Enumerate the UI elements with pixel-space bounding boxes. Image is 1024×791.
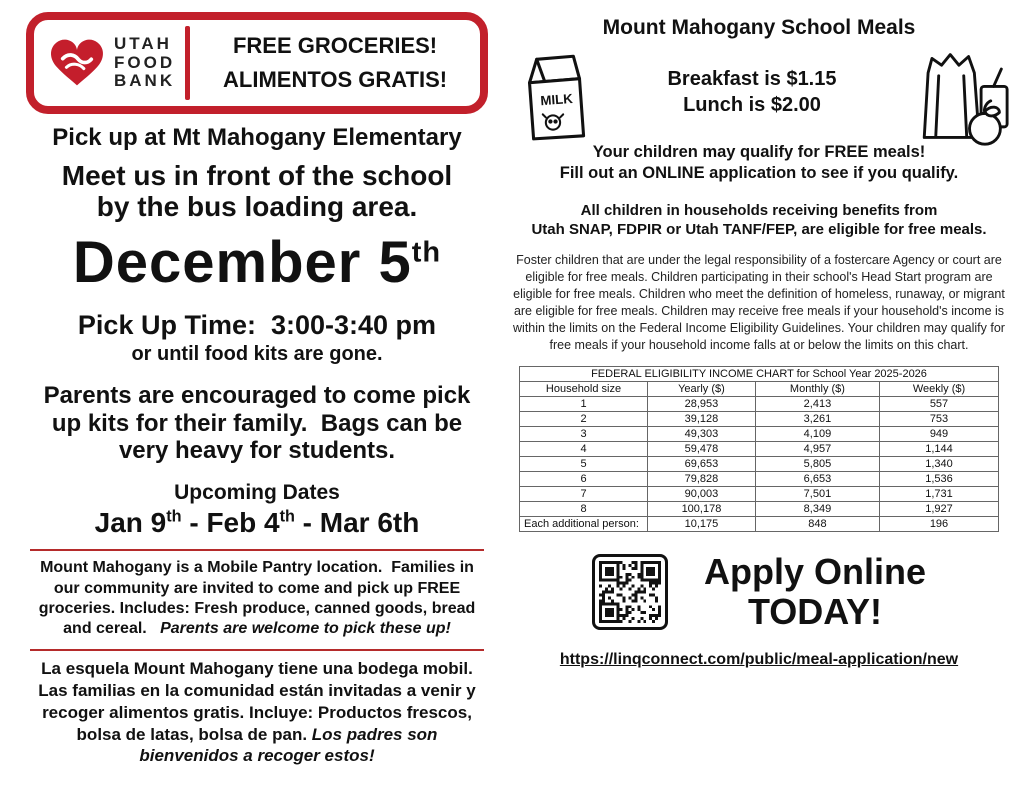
milk-label: MILK bbox=[539, 90, 574, 109]
banner-divider bbox=[185, 26, 190, 100]
table-title: FEDERAL ELIGIBILITY INCOME CHART for School Year 2025-2026 bbox=[520, 366, 999, 381]
food-pantry-flyer bbox=[26, 12, 488, 767]
benefits-line-1: All children in households receiving benefits from bbox=[580, 201, 938, 219]
table-cell: 59,478 bbox=[648, 441, 756, 456]
table-cell: 1,927 bbox=[880, 501, 999, 516]
headline-spanish: ALIMENTOS GRATIS! bbox=[223, 67, 448, 92]
divider-line bbox=[30, 649, 484, 651]
table-cell: 6,653 bbox=[755, 471, 879, 486]
table-cell: 848 bbox=[755, 516, 879, 531]
table-row bbox=[520, 396, 999, 411]
table-cell: 69,653 bbox=[648, 456, 756, 471]
date-sup: th bbox=[166, 507, 182, 526]
meet-line-1: Meet us in front of the school bbox=[61, 160, 453, 191]
table-cell: 6 bbox=[520, 471, 648, 486]
table-cell: 2,413 bbox=[755, 396, 879, 411]
table-cell: 4,109 bbox=[755, 426, 879, 441]
table-row bbox=[520, 441, 999, 456]
lunch-bag-icon bbox=[899, 44, 1015, 150]
table-cell: 8 bbox=[520, 501, 648, 516]
table-cell: 5,805 bbox=[755, 456, 879, 471]
spanish-description bbox=[26, 658, 488, 767]
qualify-line-2: Fill out an ONLINE application to see if you qualify. bbox=[559, 164, 959, 183]
spanish-text: La esquela Mount Mahogany tiene una bodega mobil. Las familias en la comunidad están invitadas a venir y recoger alimentos gratis. Incluye: Productos frescos, bolsa de latas, bolsa de pan. bbox=[38, 659, 481, 744]
milk-carton-icon bbox=[503, 44, 605, 146]
table-cell: 79,828 bbox=[648, 471, 756, 486]
meal-prices bbox=[667, 44, 836, 118]
application-link[interactable]: https://linqconnect.com/public/meal-application/new bbox=[559, 650, 959, 668]
col-household-size: Household size bbox=[520, 381, 648, 396]
table-row bbox=[520, 501, 999, 516]
free-groceries-banner bbox=[26, 12, 488, 114]
table-cell: 1,731 bbox=[880, 486, 999, 501]
spanish-italic: Los padres son bienvenidos a recoger estos! bbox=[139, 724, 443, 766]
upcoming-dates bbox=[26, 507, 488, 539]
table-cell: 1,144 bbox=[880, 441, 999, 456]
meet-instructions bbox=[26, 160, 488, 223]
date-part: Jan 9 bbox=[94, 507, 167, 539]
until-gone-note: or until food kits are gone. bbox=[131, 342, 383, 365]
table-cell: 28,953 bbox=[648, 396, 756, 411]
meals-title: Mount Mahogany School Meals bbox=[602, 16, 916, 39]
col-weekly: Weekly ($) bbox=[880, 381, 999, 396]
banner-headline bbox=[202, 29, 468, 97]
benefits-message bbox=[503, 201, 1015, 240]
logo-word-utah: UTAH bbox=[114, 34, 172, 54]
table-row bbox=[520, 456, 999, 471]
table-cell: 4 bbox=[520, 441, 648, 456]
table-cell: 39,128 bbox=[648, 411, 756, 426]
table-row bbox=[520, 516, 999, 531]
date-suffix: th bbox=[411, 236, 442, 269]
date-part: - Mar 6th bbox=[294, 507, 420, 539]
table-cell: 753 bbox=[880, 411, 999, 426]
table-cell: 3,261 bbox=[755, 411, 879, 426]
parents-note: Parents are encouraged to come pick up kits for their family. Bags can be very heavy for students. bbox=[43, 381, 478, 465]
date-main: December 5 bbox=[72, 229, 412, 295]
table-cell: 1 bbox=[520, 396, 648, 411]
table-cell: 7 bbox=[520, 486, 648, 501]
utah-food-bank-wordmark bbox=[114, 35, 175, 90]
table-cell: 3 bbox=[520, 426, 648, 441]
col-yearly: Yearly ($) bbox=[648, 381, 756, 396]
event-date bbox=[26, 229, 488, 296]
foster-eligibility-paragraph: Foster children that are under the legal responsibility of a fostercare Agency or court are eligible for free meals. Children participating in their school's Head Start program are eligible for free meals. Children who meet the definition of homeless, runaway, or migrant are eligible for free meals. Children may receive free meals if your household's income is within the limits on the Federal Income Eligibility Guidelines. Your children may qualify for free meals if your household income falls at or below the limits on this chart. bbox=[513, 252, 1005, 352]
table-cell: 949 bbox=[880, 426, 999, 441]
logo-word-food: FOOD bbox=[114, 52, 176, 72]
table-cell: 5 bbox=[520, 456, 648, 471]
table-cell: 10,175 bbox=[648, 516, 756, 531]
table-cell: 8,349 bbox=[755, 501, 879, 516]
apply-line-2: TODAY! bbox=[747, 591, 883, 633]
english-text: Mount Mahogany is a Mobile Pantry location. Families in our community are invited to come and pick up FREE groceries. Includes: Fresh produce, canned goods, bread and cereal. bbox=[38, 559, 480, 638]
headline-english: FREE GROCERIES! bbox=[232, 32, 438, 58]
link-row bbox=[503, 651, 1015, 669]
table-cell: Each additional person: bbox=[520, 516, 648, 531]
breakfast-price: Breakfast is $1.15 bbox=[667, 68, 837, 90]
english-italic: Parents are welcome to pick these up! bbox=[160, 620, 451, 638]
table-cell: 196 bbox=[880, 516, 999, 531]
apply-line-1: Apply Online bbox=[703, 550, 926, 592]
table-cell: 7,501 bbox=[755, 486, 879, 501]
meals-header-row bbox=[503, 44, 1015, 150]
table-header-row bbox=[520, 381, 999, 396]
table-cell: 557 bbox=[880, 396, 999, 411]
lunch-price: Lunch is $2.00 bbox=[683, 94, 821, 116]
apply-online-text bbox=[704, 552, 926, 633]
table-cell: 4,957 bbox=[755, 441, 879, 456]
school-meals-panel bbox=[503, 16, 1015, 669]
table-cell: 1,536 bbox=[880, 471, 999, 486]
table-cell: 90,003 bbox=[648, 486, 756, 501]
table-row bbox=[520, 426, 999, 441]
table-row bbox=[520, 411, 999, 426]
pickup-time: Pick Up Time: 3:00-3:40 pm bbox=[77, 309, 437, 340]
table-row bbox=[520, 486, 999, 501]
logo-word-bank: BANK bbox=[114, 71, 176, 91]
table-cell: 100,178 bbox=[648, 501, 756, 516]
col-monthly: Monthly ($) bbox=[755, 381, 879, 396]
divider-line bbox=[30, 549, 484, 551]
benefits-line-2: Utah SNAP, FDPIR or Utah TANF/FEP, are eligible for free meals. bbox=[531, 221, 987, 239]
apply-section bbox=[503, 552, 1015, 633]
table-cell: 2 bbox=[520, 411, 648, 426]
pickup-location: Pick up at Mt Mahogany Elementary bbox=[52, 124, 462, 151]
date-sup: th bbox=[279, 507, 295, 526]
table-row bbox=[520, 471, 999, 486]
table-cell: 1,340 bbox=[880, 456, 999, 471]
qr-code bbox=[592, 554, 668, 630]
utah-food-bank-heart-icon bbox=[46, 35, 108, 91]
upcoming-dates-title: Upcoming Dates bbox=[174, 481, 340, 505]
meet-line-2: by the bus loading area. bbox=[96, 191, 418, 223]
english-description bbox=[26, 558, 488, 639]
date-part: - Feb 4 bbox=[181, 507, 280, 539]
income-eligibility-table bbox=[519, 366, 999, 532]
qualify-line-1: Your children may qualify for FREE meals! bbox=[592, 143, 926, 161]
table-title-row bbox=[520, 366, 999, 381]
table-cell: 49,303 bbox=[648, 426, 756, 441]
